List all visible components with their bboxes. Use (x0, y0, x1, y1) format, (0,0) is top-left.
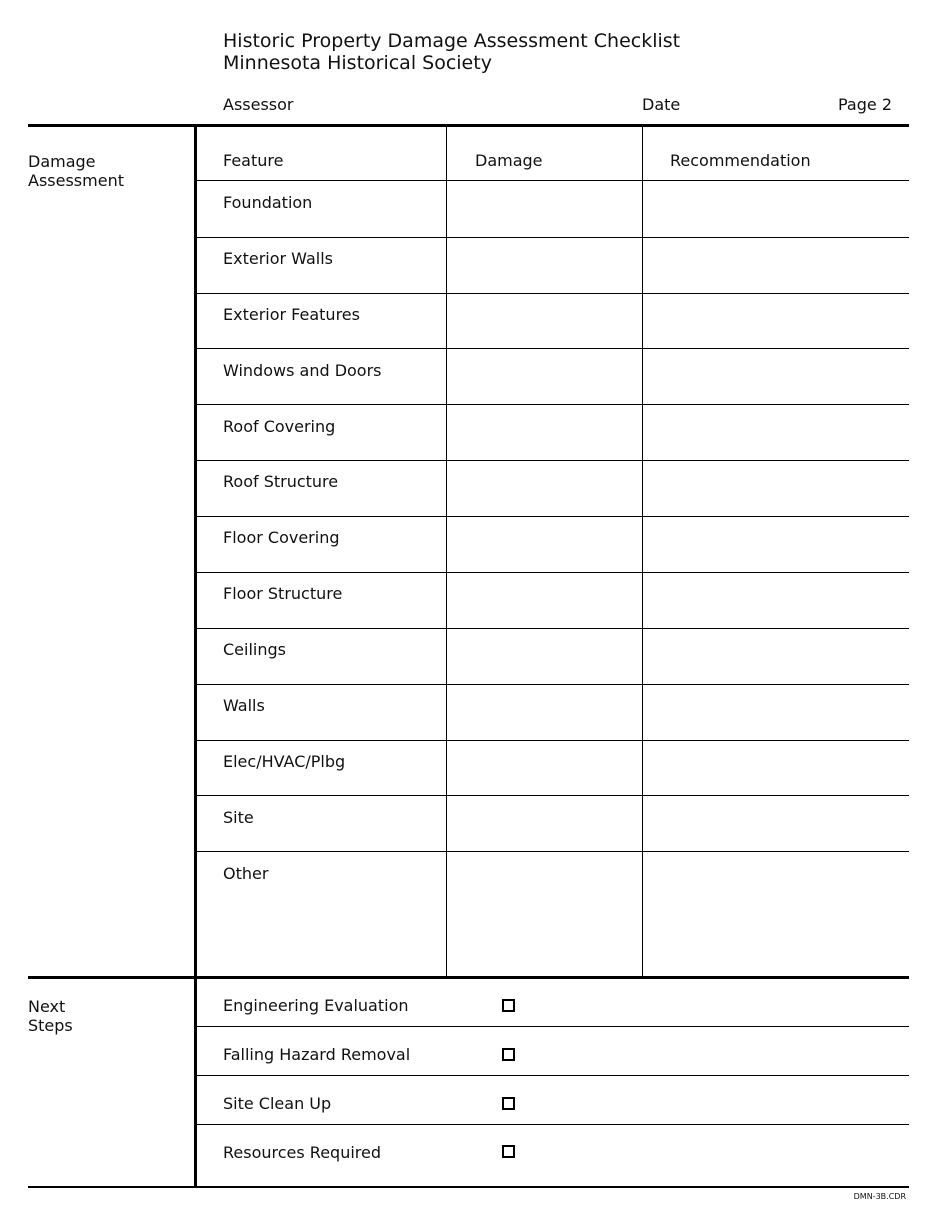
title-line-1: Historic Property Damage Assessment Checklist (223, 30, 681, 52)
row-line (196, 628, 909, 629)
falling-hazard-removal-checkbox[interactable] (502, 1048, 515, 1061)
row-line (196, 740, 909, 741)
row-line (196, 460, 909, 461)
header-row-line (196, 180, 909, 181)
feature-other: Other (223, 864, 269, 883)
feature-site: Site (223, 808, 254, 827)
next-steps-line-2: Steps (28, 1016, 73, 1035)
feature-roof-structure: Roof Structure (223, 472, 339, 491)
damage-column-line (446, 126, 447, 977)
row-line (196, 572, 909, 573)
engineering-evaluation-checkbox[interactable] (502, 999, 515, 1012)
resources-required-checkbox[interactable] (502, 1145, 515, 1158)
row-line (196, 404, 909, 405)
step-resources-required: Resources Required (223, 1143, 382, 1162)
row-line (196, 851, 909, 852)
step-falling-hazard-removal: Falling Hazard Removal (223, 1045, 411, 1064)
damage-label-line-2: Assessment (28, 171, 124, 190)
form-title (223, 30, 680, 74)
section-rule (28, 976, 909, 979)
feature-roof-covering: Roof Covering (223, 417, 336, 436)
date-label: Date (642, 95, 681, 114)
feature-floor-structure: Floor Structure (223, 584, 343, 603)
recommendation-column-header: Recommendation (670, 151, 811, 170)
section-divider-vertical (194, 125, 197, 1188)
title-line-2: Minnesota Historical Society (223, 52, 492, 74)
assessor-label: Assessor (223, 95, 294, 114)
next-steps-label (28, 997, 73, 1035)
step-row-line (196, 1124, 909, 1125)
row-line (196, 795, 909, 796)
row-line (196, 684, 909, 685)
site-clean-up-checkbox[interactable] (502, 1097, 515, 1110)
next-steps-line-1: Next (28, 997, 66, 1016)
feature-elec-hvac-plbg: Elec/HVAC/Plbg (223, 752, 346, 771)
step-engineering-evaluation: Engineering Evaluation (223, 996, 409, 1015)
recommendation-column-line (642, 126, 643, 977)
damage-assessment-label (28, 152, 124, 190)
step-row-line (196, 1075, 909, 1076)
bottom-rule (28, 1186, 909, 1188)
feature-column-header: Feature (223, 151, 284, 170)
page-label: Page 2 (838, 95, 892, 114)
feature-windows-doors: Windows and Doors (223, 361, 382, 380)
form-code: DMN-3B.CDR (853, 1192, 906, 1201)
feature-ceilings: Ceilings (223, 640, 286, 659)
feature-floor-covering: Floor Covering (223, 528, 340, 547)
top-rule (28, 124, 909, 127)
feature-exterior-walls: Exterior Walls (223, 249, 333, 268)
row-line (196, 237, 909, 238)
step-row-line (196, 1026, 909, 1027)
row-line (196, 293, 909, 294)
row-line (196, 348, 909, 349)
feature-exterior-features: Exterior Features (223, 305, 360, 324)
feature-walls: Walls (223, 696, 265, 715)
damage-column-header: Damage (475, 151, 543, 170)
step-site-clean-up: Site Clean Up (223, 1094, 332, 1113)
feature-foundation: Foundation (223, 193, 313, 212)
row-line (196, 516, 909, 517)
damage-label-line-1: Damage (28, 152, 96, 171)
